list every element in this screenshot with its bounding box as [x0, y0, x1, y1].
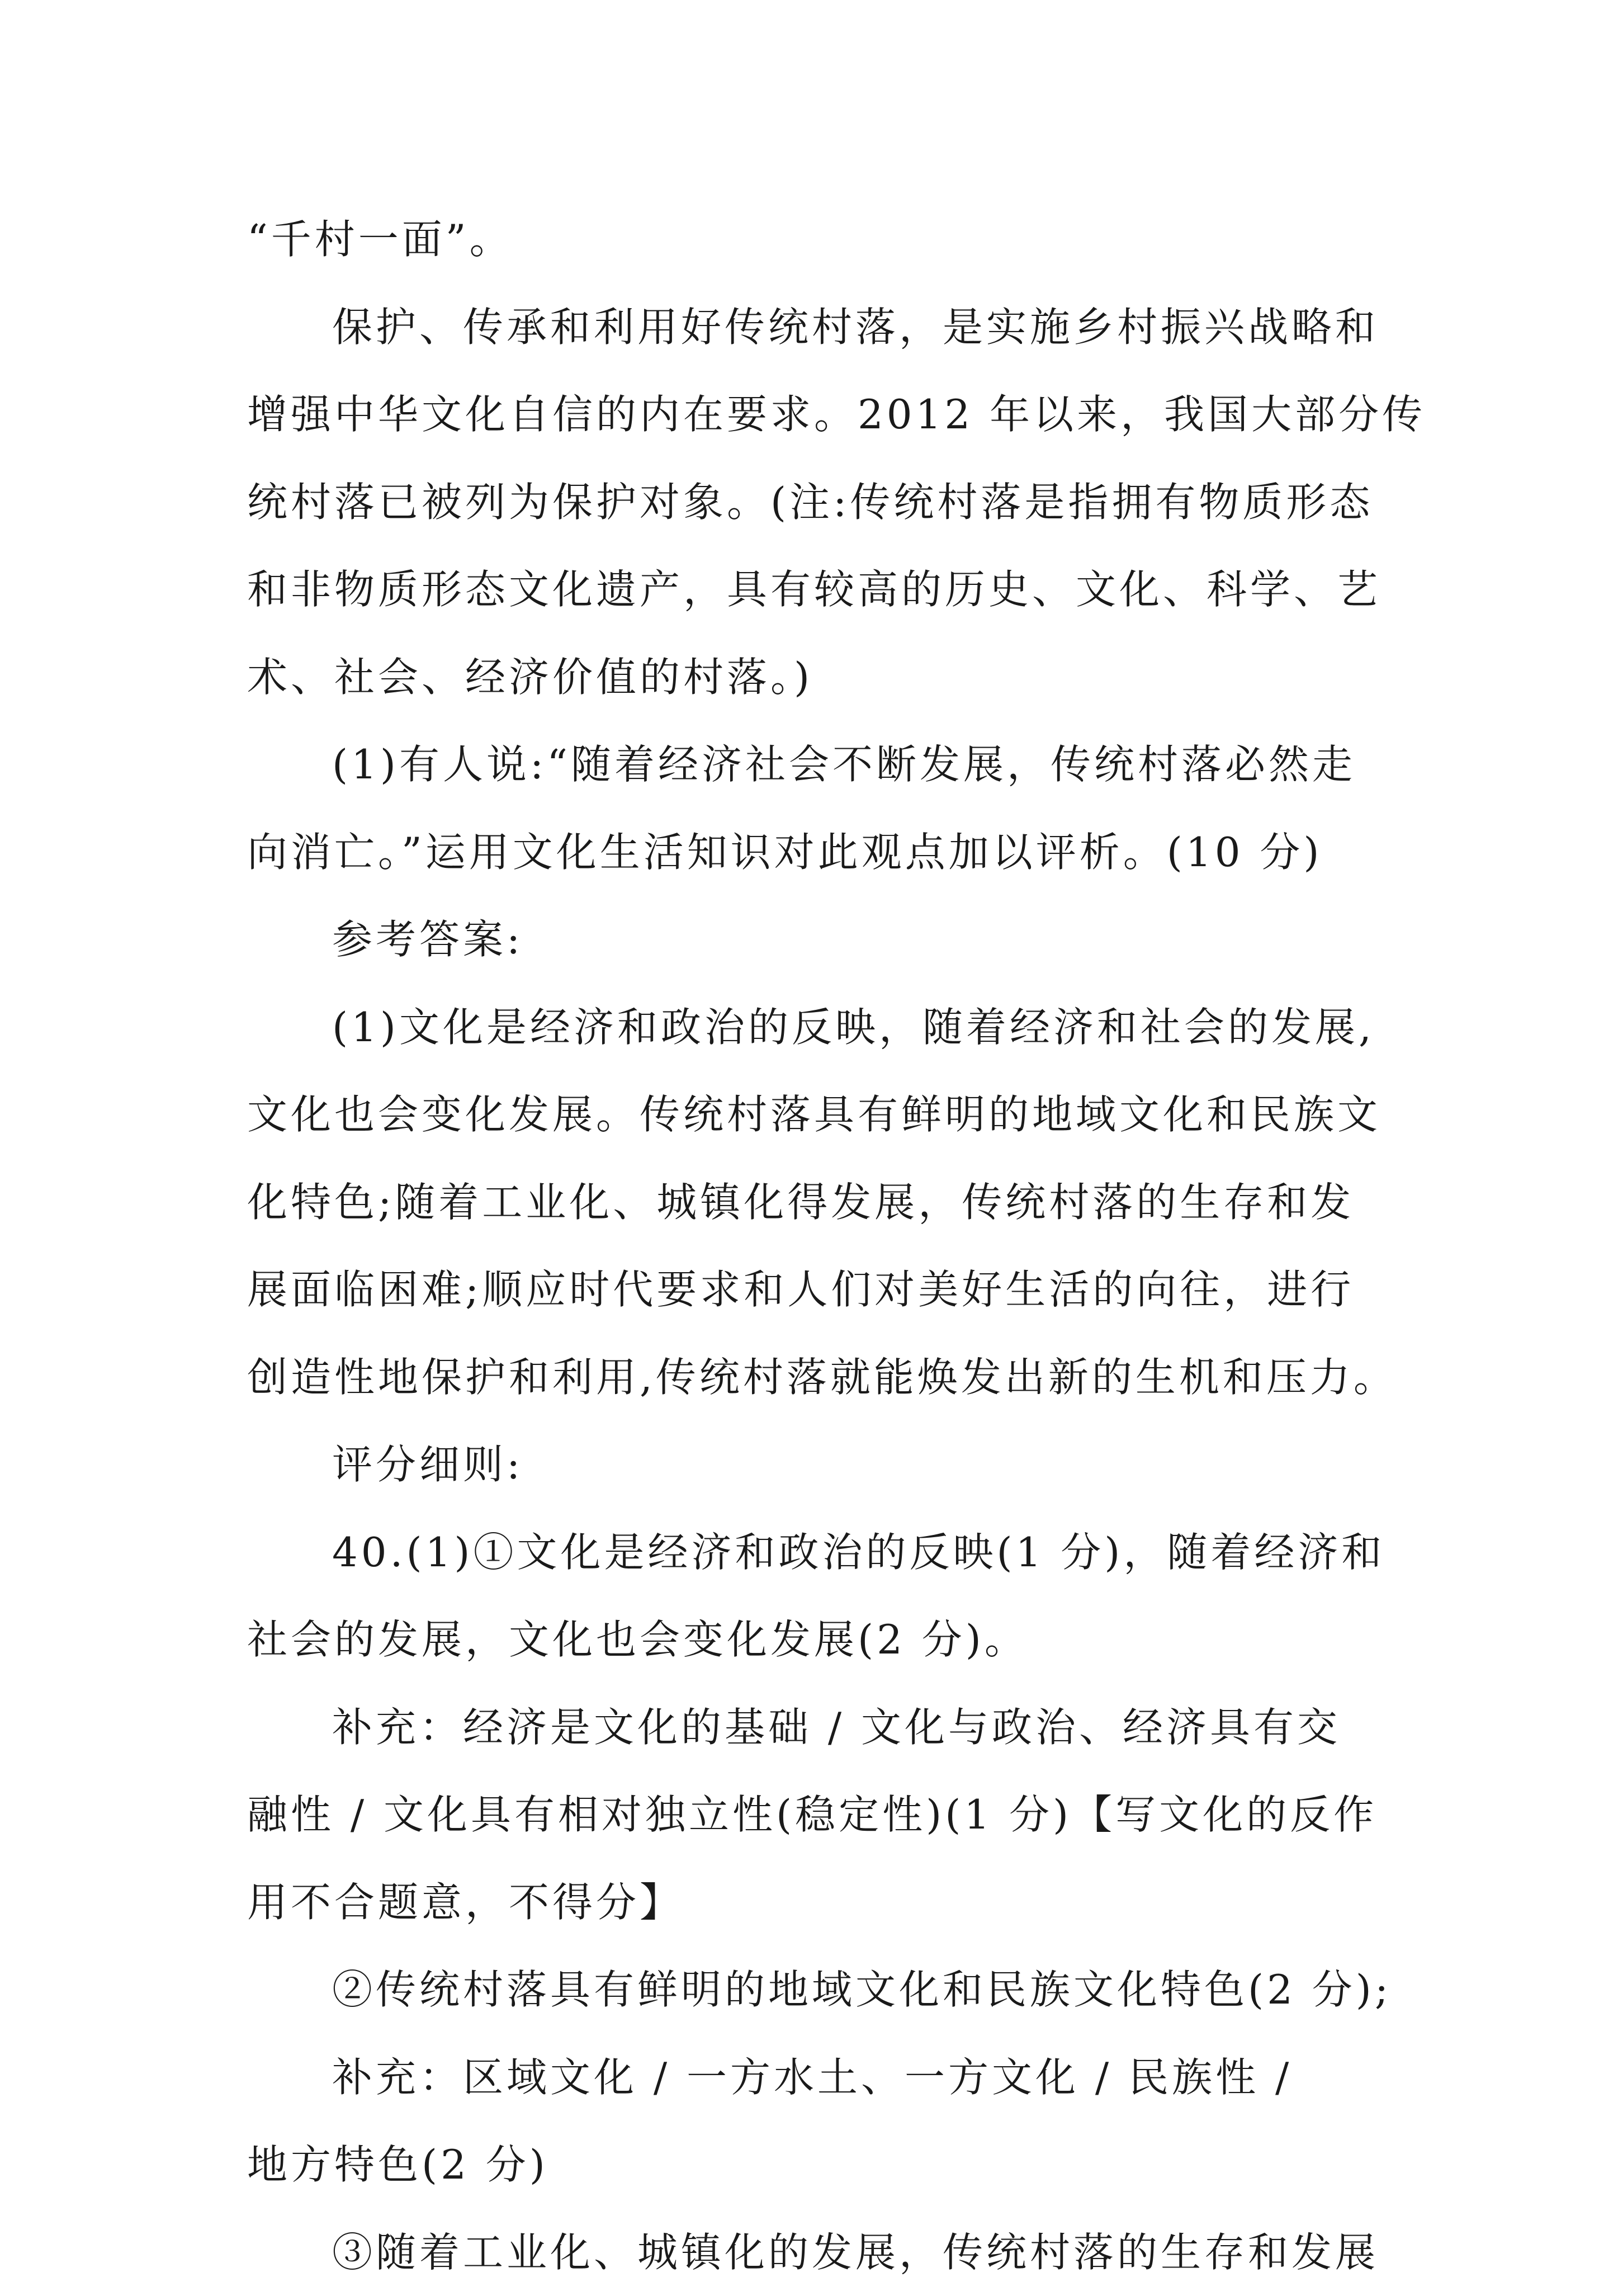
text-line: ③随着工业化、城镇化的发展，传统村落的生存和发展 [247, 2209, 1393, 2296]
text-line: (1)有人说:“随着经济社会不断发展，传统村落必然走 [247, 721, 1393, 809]
text-line: (1)文化是经济和政治的反映，随着经济和社会的发展, [247, 984, 1393, 1071]
text-line: ②传统村落具有鲜明的地域文化和民族文化特色(2 分); [247, 1946, 1393, 2034]
text-line: 和非物质形态文化遗产，具有较高的历史、文化、科学、艺 [247, 546, 1393, 634]
text-line: 向消亡。”运用文化生活知识对此观点加以评析。(10 分) [247, 809, 1393, 896]
text-line: “千村一面”。 [247, 196, 1393, 284]
text-line: 增强中华文化自信的内在要求。2012 年以来，我国大部分传 [247, 371, 1393, 459]
text-line: 展面临困难;顺应时代要求和人们对美好生活的向往，进行 [247, 1246, 1393, 1334]
text-line: 融性 / 文化具有相对独立性(稳定性)(1 分)【写文化的反作 [247, 1771, 1393, 1859]
text-line: 40.(1)①文化是经济和政治的反映(1 分)，随着经济和 [247, 1509, 1393, 1596]
text-line: 地方特色(2 分) [247, 2121, 1393, 2209]
text-line: 化特色;随着工业化、城镇化得发展，传统村落的生存和发 [247, 1159, 1393, 1246]
text-line: 用不合题意，不得分】 [247, 1859, 1393, 1947]
text-line: 补充：区域文化 / 一方水土、一方文化 / 民族性 / [247, 2034, 1393, 2122]
text-line: 文化也会变化发展。传统村落具有鲜明的地域文化和民族文 [247, 1071, 1393, 1159]
section-heading: 参考答案: [247, 896, 1393, 984]
text-line: 保护、传承和利用好传统村落，是实施乡村振兴战略和 [247, 284, 1393, 371]
text-line: 术、社会、经济价值的村落。) [247, 634, 1393, 721]
section-heading: 评分细则: [247, 1421, 1393, 1509]
document-body [247, 196, 1393, 2296]
text-line: 创造性地保护和利用,传统村落就能焕发出新的生机和压力。 [247, 1334, 1393, 1421]
text-line: 统村落已被列为保护对象。(注:传统村落是指拥有物质形态 [247, 459, 1393, 546]
text-line: 社会的发展，文化也会变化发展(2 分)。 [247, 1596, 1393, 1684]
text-line: 补充：经济是文化的基础 / 文化与政治、经济具有交 [247, 1684, 1393, 1771]
